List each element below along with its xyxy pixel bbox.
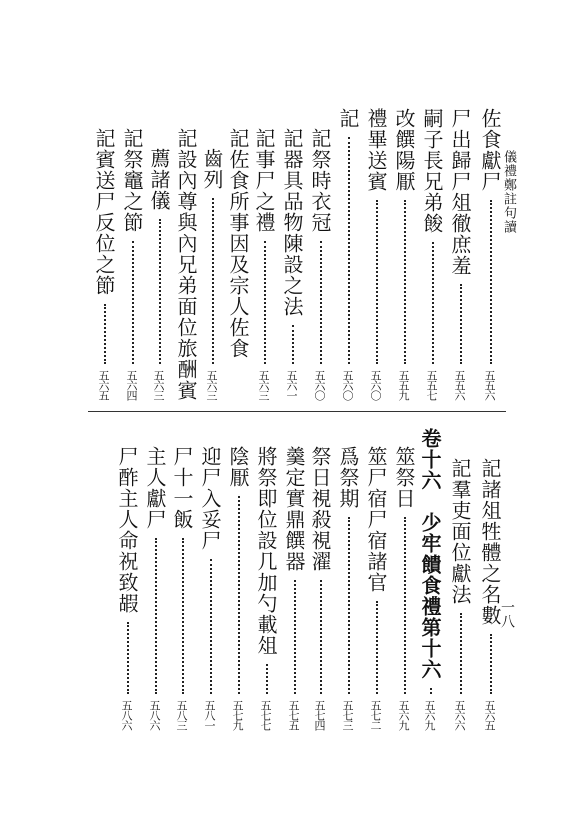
toc-entry-page: 五六九 — [423, 700, 436, 730]
toc-entry-title: 記設內尊與內兄弟面位旅酬賓 — [174, 128, 198, 401]
toc-entry-page: 五六九 — [397, 700, 410, 730]
toc-entry-title: 記 — [336, 108, 360, 129]
section-divider — [88, 411, 506, 412]
toc-entry-title: 齒列 — [200, 148, 224, 190]
toc-entry-title: 筮祭日 — [392, 446, 416, 509]
toc-entry-page: 五七四 — [313, 700, 326, 730]
toc-entry-title: 卷十六 少牢饋食禮第十六 — [418, 428, 442, 680]
toc-entry-page: 五六一 — [285, 370, 298, 400]
toc-entry-title: 嗣子長兄弟餕 — [420, 108, 444, 234]
toc-entry-title: 改饌陽厭 — [392, 108, 416, 192]
dot-leader — [264, 241, 266, 364]
toc-entry-page: 五六三 — [257, 370, 270, 400]
toc-entry-title: 佐食獻尸 — [478, 108, 502, 192]
toc-entry-page: 五五九 — [397, 370, 410, 400]
dot-leader — [127, 622, 129, 694]
dot-leader — [376, 601, 378, 694]
toc-entry-page: 五八三 — [175, 700, 188, 730]
dot-leader — [430, 688, 432, 694]
toc-entry-page: 五六〇 — [369, 370, 382, 400]
dot-leader — [104, 304, 106, 364]
toc-entry-title: 禮畢送賓 — [364, 108, 388, 192]
toc-entry-page: 五五六 — [483, 370, 496, 400]
dot-leader — [348, 137, 350, 364]
toc-entry-page: 五八一 — [203, 700, 216, 730]
toc-entry-title: 主人獻尸 — [143, 446, 167, 530]
dot-leader — [404, 517, 406, 694]
dot-leader — [159, 219, 161, 364]
toc-entry-title: 尸出歸尸俎徹庶羞 — [448, 108, 472, 276]
toc-entry-page: 五六四 — [125, 370, 138, 400]
dot-leader — [376, 200, 378, 364]
dot-leader — [460, 613, 462, 694]
page-number: 一八 — [499, 600, 515, 628]
toc-entry-title: 尸十一飯 — [170, 446, 194, 530]
toc-entry-page: 五七七 — [259, 700, 272, 730]
toc-entry-title: 記諸俎牲體之名數 — [478, 458, 502, 626]
dot-leader — [212, 198, 214, 364]
toc-entry-title: 薦諸儀 — [147, 148, 171, 211]
toc-entry-page: 五六五 — [483, 700, 496, 730]
toc-entry-page: 五六三 — [152, 370, 165, 400]
toc-entry-title: 記羣吏面位獻法 — [448, 458, 472, 605]
dot-leader — [294, 580, 296, 694]
toc-entry-page: 五六三 — [205, 370, 218, 400]
toc-entry-page: 五八六 — [120, 700, 133, 730]
toc-entry-title: 記佐食所事因及宗人佐食 — [226, 128, 250, 359]
dot-leader — [182, 538, 184, 694]
dot-leader — [210, 559, 212, 694]
book-title: 儀禮鄭註句讀 — [501, 150, 516, 234]
dot-leader — [460, 284, 462, 364]
dot-leader — [266, 664, 268, 694]
toc-entry-title: 尸酢主人命祝致嘏 — [115, 446, 139, 614]
toc-entry-page: 五七九 — [231, 700, 244, 730]
dot-leader — [292, 325, 294, 364]
toc-entry-page: 五七五 — [287, 700, 300, 730]
toc-entry-title: 迎尸入妥尸 — [198, 446, 222, 551]
toc-entry-title: 爲祭期 — [336, 446, 360, 509]
dot-leader — [320, 241, 322, 364]
toc-entry-page: 五六〇 — [313, 370, 326, 400]
dot-leader — [132, 241, 134, 364]
toc-entry-title: 記賓送尸反位之節 — [92, 128, 116, 296]
toc-entry-page: 五五七 — [425, 370, 438, 400]
toc-entry-page: 五六五 — [97, 370, 110, 400]
toc-entry-title: 將祭即位設几加勺載俎 — [254, 446, 278, 656]
toc-entry-title: 陰厭 — [226, 446, 250, 488]
dot-leader — [490, 200, 492, 364]
dot-leader — [320, 580, 322, 694]
toc-entry-page: 五五六 — [453, 370, 466, 400]
toc-entry-page: 五八六 — [148, 700, 161, 730]
dot-leader — [404, 200, 406, 364]
toc-entry-title: 筮尸宿尸宿諸官 — [364, 446, 388, 593]
toc-entry-title: 記事尸之禮 — [252, 128, 276, 233]
toc-entry-title: 祭日視殺視濯 — [308, 446, 332, 572]
dot-leader — [432, 242, 434, 364]
toc-entry-title: 羹定實鼎饌器 — [282, 446, 306, 572]
toc-entry-page: 五六六 — [453, 700, 466, 730]
dot-leader — [155, 538, 157, 694]
dot-leader — [238, 496, 240, 694]
toc-entry-title: 記器具品物陳設之法 — [280, 128, 304, 317]
dot-leader — [348, 517, 350, 694]
toc-entry-page: 五七三 — [341, 700, 354, 730]
toc-entry-title: 記祭竈之節 — [120, 128, 144, 233]
dot-leader — [490, 634, 492, 694]
toc-entry-page: 五七二 — [369, 700, 382, 730]
toc-entry-page: 五六〇 — [341, 370, 354, 400]
toc-entry-title: 記祭時衣冠 — [308, 128, 332, 233]
